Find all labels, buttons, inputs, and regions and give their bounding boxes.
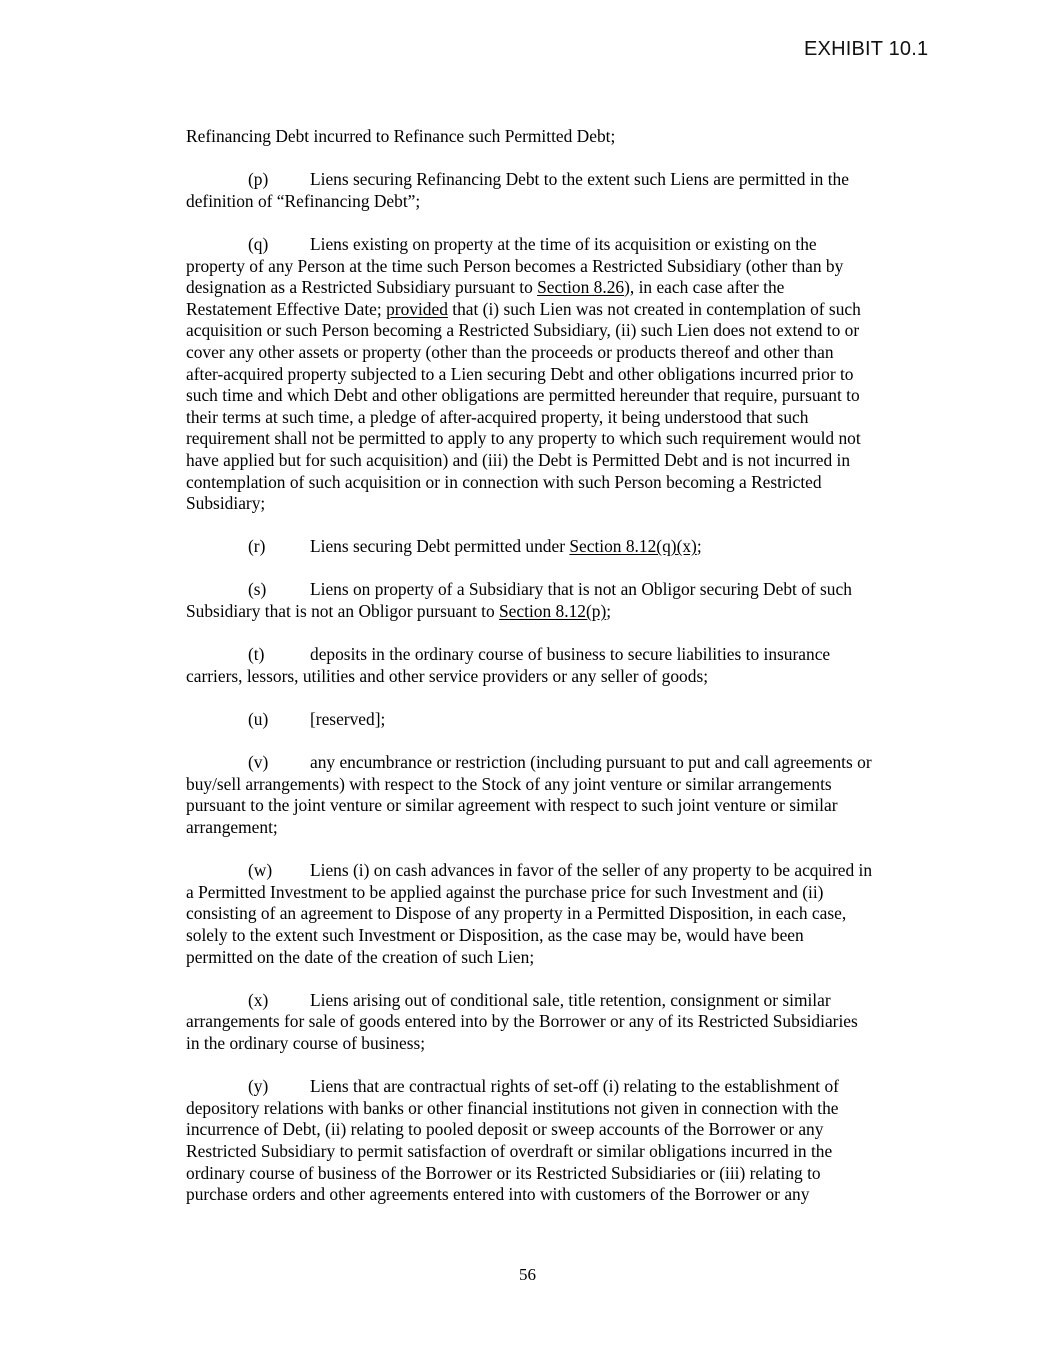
text-line: in the ordinary course of business; xyxy=(186,1032,426,1053)
clause-first-line xyxy=(186,536,946,558)
text-line: their terms at such time, a pledge of after-acquired property, it being understood that such xyxy=(186,406,809,427)
text-line xyxy=(186,277,946,299)
text-line xyxy=(186,299,946,321)
clause-label: (p) xyxy=(248,169,269,190)
text-line: requirement shall not be permitted to apply to any property to which such requirement would not xyxy=(186,428,861,449)
text-line: such time and which Debt and other obligations are permitted hereunder that require, pursuant to xyxy=(186,385,860,406)
clause-text: Liens arising out of conditional sale, title retention, consignment or similar xyxy=(310,989,831,1010)
text-segment: ), in each case after the xyxy=(624,277,785,298)
clause-first-line xyxy=(186,1076,946,1098)
text-line: ordinary course of business of the Borrower or its Restricted Subsidiaries or (iii) relating to xyxy=(186,1162,821,1183)
text-line: a Permitted Investment to be applied against the purchase price for such Investment and (ii) xyxy=(186,881,824,902)
text-line xyxy=(186,601,946,623)
clause-first-line xyxy=(186,752,946,774)
text-line: depository relations with banks or other financial institutions not given in connection with the xyxy=(186,1097,839,1118)
clause-y xyxy=(186,1076,946,1206)
clause-first-line xyxy=(186,169,946,191)
text-line: Refinancing Debt incurred to Refinance such Permitted Debt; xyxy=(186,126,616,146)
text-line: cover any other assets or property (other than the proceeds or products thereof and other than xyxy=(186,341,834,362)
clause-label: (w) xyxy=(248,860,273,881)
clause-first-line xyxy=(186,709,946,731)
clause-r xyxy=(186,536,946,558)
text-segment: Restatement Effective Date; xyxy=(186,298,387,319)
clause-label: (v) xyxy=(248,752,269,773)
text-line: contemplation of such acquisition or in connection with such Person becoming a Restricted xyxy=(186,471,822,492)
clause-text: Liens that are contractual rights of set-off (i) relating to the establishment of xyxy=(310,1076,839,1097)
text-line: consisting of an agreement to Dispose of any property in a Permitted Disposition, in each case, xyxy=(186,903,847,924)
clause-label: (t) xyxy=(248,644,265,665)
section-reference-link[interactable]: Section 8.26 xyxy=(537,277,625,298)
text-line: pursuant to the joint venture or similar agreement with respect to such joint venture or similar xyxy=(186,795,838,816)
text-segment: Subsidiary that is not an Obligor pursuant to xyxy=(186,601,500,622)
text-line: after-acquired property subjected to a Lien securing Debt and other obligations incurred prior to xyxy=(186,363,854,384)
section-reference-link[interactable]: Section 8.12(p) xyxy=(499,601,607,622)
clause-u xyxy=(186,709,946,731)
text-segment: ; xyxy=(696,536,702,557)
provided-underlined-term: provided xyxy=(386,298,448,319)
text-line: permitted on the date of the creation of such Lien; xyxy=(186,946,535,967)
text-line: acquisition or such Person becoming a Restricted Subsidiary, (ii) such Lien does not extend to or xyxy=(186,320,860,341)
clause-first-line xyxy=(186,579,946,601)
clause-p xyxy=(186,169,946,212)
text-line: definition of “Refinancing Debt”; xyxy=(186,190,421,211)
clause-text: any encumbrance or restriction (including pursuant to put and call agreements or xyxy=(310,752,872,773)
text-segment: ; xyxy=(606,601,612,622)
text-segment: designation as a Restricted Subsidiary pursuant to xyxy=(186,277,538,298)
text-line: Restricted Subsidiary to permit satisfaction of overdraft or similar obligations incurred in the xyxy=(186,1140,833,1161)
document-body xyxy=(186,126,946,1227)
text-segment: Liens securing Debt permitted under xyxy=(310,536,570,557)
continuation-paragraph xyxy=(186,126,946,148)
section-reference-link[interactable]: Section 8.12(q)(x) xyxy=(569,536,697,557)
clause-q xyxy=(186,234,946,515)
clause-label: (q) xyxy=(248,233,269,254)
clause-text: Liens existing on property at the time of its acquisition or existing on the xyxy=(310,233,817,254)
text-line: property of any Person at the time such Person becomes a Restricted Subsidiary (other than by xyxy=(186,255,844,276)
text-line: incurrence of Debt, (ii) relating to pooled deposit or sweep accounts of the Borrower or any xyxy=(186,1119,824,1140)
clause-text: [reserved]; xyxy=(310,709,386,730)
clause-first-line xyxy=(186,860,946,882)
clause-text: deposits in the ordinary course of business to secure liabilities to insurance xyxy=(310,644,831,665)
clause-label: (u) xyxy=(248,709,269,730)
text-line: buy/sell arrangements) with respect to the Stock of any joint venture or similar arrangements xyxy=(186,773,832,794)
clause-text: Liens securing Refinancing Debt to the extent such Liens are permitted in the xyxy=(310,169,849,190)
clause-label: (s) xyxy=(248,579,267,600)
clause-first-line xyxy=(186,234,946,256)
clause-label: (r) xyxy=(248,536,266,557)
text-segment: that (i) such Lien was not created in contemplation of such xyxy=(447,298,861,319)
text-line: carriers, lessors, utilities and other service providers or any seller of goods; xyxy=(186,665,709,686)
clause-x xyxy=(186,990,946,1055)
clause-text: Liens on property of a Subsidiary that is not an Obligor securing Debt of such xyxy=(310,579,852,600)
text-line: Subsidiary; xyxy=(186,493,266,514)
text-line: purchase orders and other agreements entered into with customers of the Borrower or any xyxy=(186,1184,810,1205)
text-line: solely to the extent such Investment or Disposition, as the case may be, would have been xyxy=(186,924,804,945)
exhibit-label: EXHIBIT 10.1 xyxy=(804,38,929,60)
text-line: arrangement; xyxy=(186,817,278,837)
clause-label: (y) xyxy=(248,1076,269,1097)
text-line: have applied but for such acquisition) and (iii) the Debt is Permitted Debt and is not incurred in xyxy=(186,449,851,470)
clause-s xyxy=(186,579,946,622)
clause-v xyxy=(186,752,946,838)
clause-t xyxy=(186,644,946,687)
clause-text: Liens (i) on cash advances in favor of the seller of any property to be acquired in xyxy=(310,860,873,881)
page-number: 56 xyxy=(519,1265,536,1284)
clause-label: (x) xyxy=(248,989,269,1010)
clause-w xyxy=(186,860,946,968)
clause-first-line xyxy=(186,990,946,1012)
text-line: arrangements for sale of goods entered into by the Borrower or any of its Restricted Subsidiaries xyxy=(186,1011,858,1032)
clause-first-line xyxy=(186,644,946,666)
